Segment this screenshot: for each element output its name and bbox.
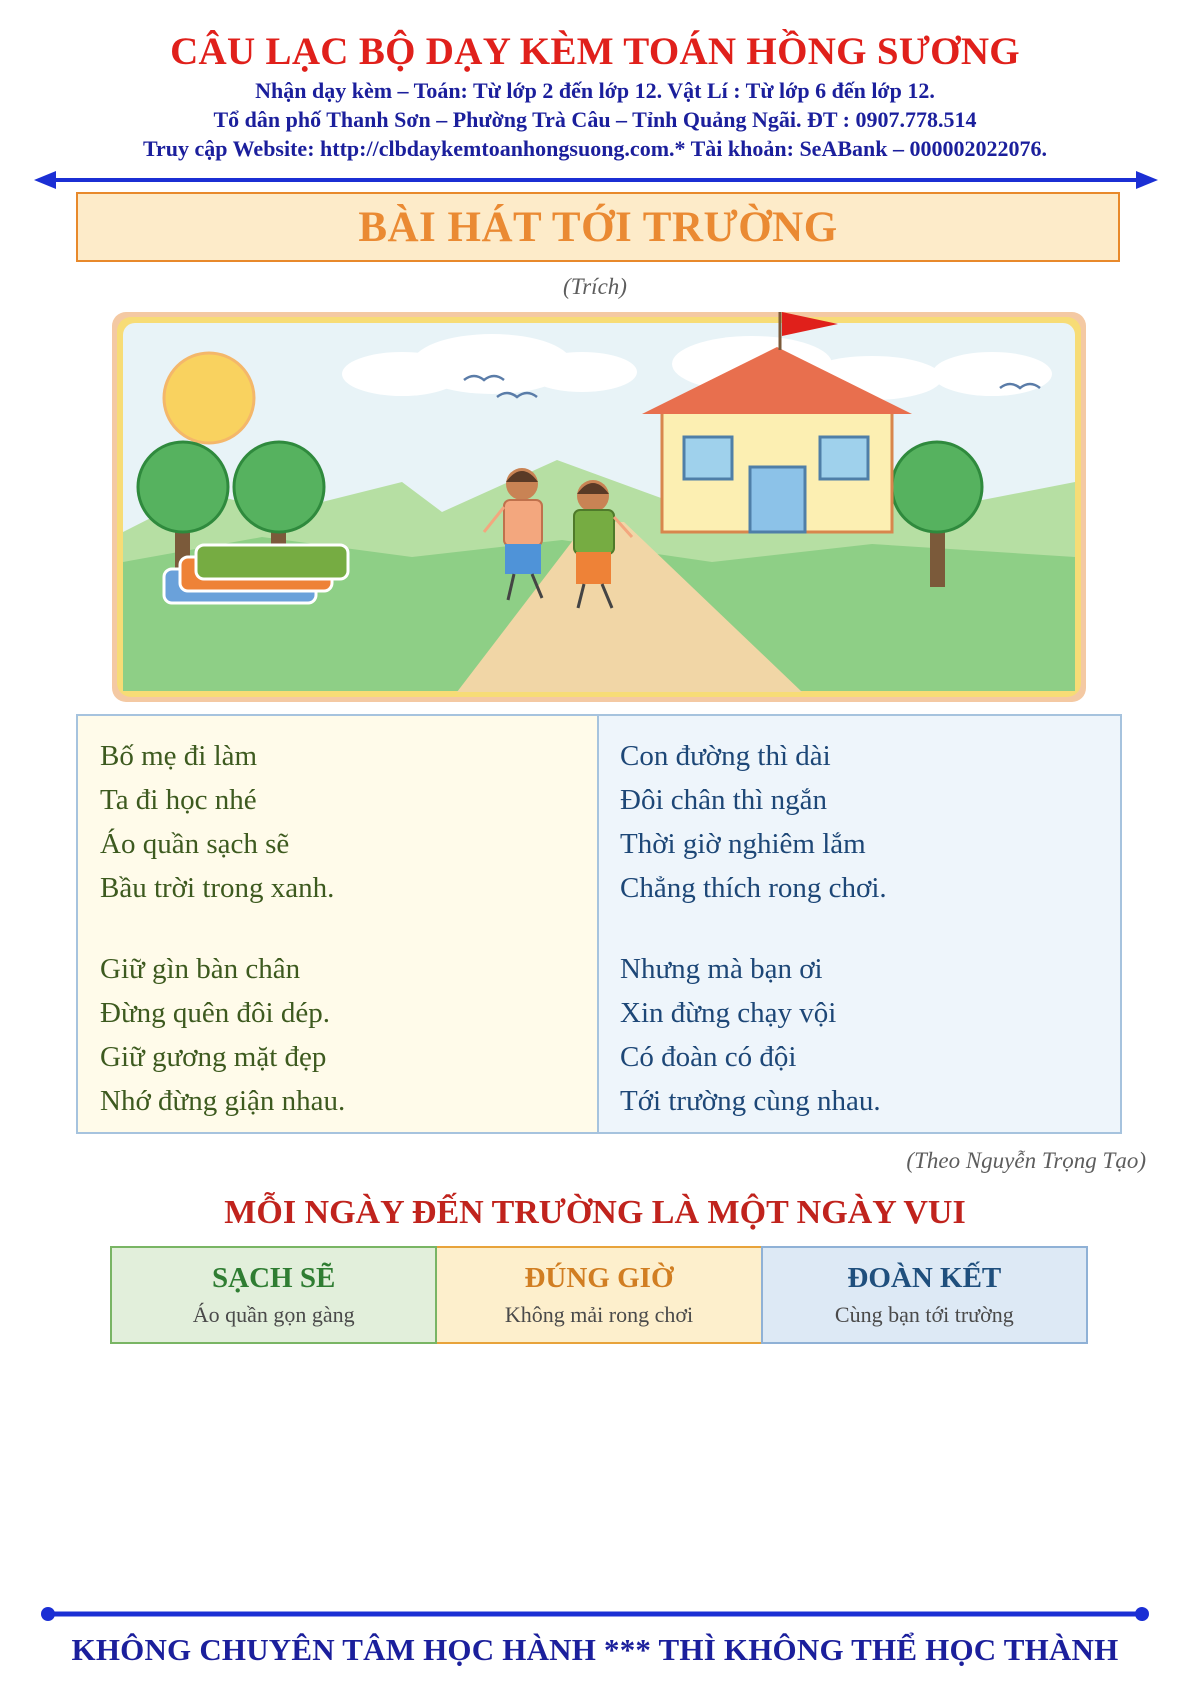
- poem-line: Bố mẹ đi làm: [100, 740, 258, 772]
- stanza: [620, 947, 1120, 1123]
- stanza: [620, 734, 1120, 910]
- value-cell-unity: [761, 1246, 1088, 1344]
- motto-heading: MỖI NGÀY ĐẾN TRƯỜNG LÀ MỘT NGÀY VUI: [224, 1194, 966, 1231]
- value-desc: Cùng bạn tới trường: [834, 1302, 1014, 1327]
- poem-line: Bầu trời trong xanh.: [100, 872, 335, 904]
- value-name: ĐOÀN KẾT: [847, 1262, 1002, 1294]
- poem-left-column: [78, 716, 599, 1132]
- value-cell-cleanliness: [110, 1246, 437, 1344]
- poem-line: Nhớ đừng giận nhau.: [100, 1085, 346, 1117]
- excerpt-note: (Trích): [563, 274, 627, 299]
- poem-line: Tới trường cùng nhau.: [620, 1085, 881, 1117]
- poem-title: BÀI HÁT TỚI TRƯỜNG: [358, 203, 838, 251]
- page-header: [0, 28, 1190, 163]
- value-desc: Áo quần gọn gàng: [192, 1302, 355, 1327]
- poem-line: Đôi chân thì ngắn: [620, 784, 827, 816]
- poem-line: Con đường thì dài: [620, 740, 831, 772]
- poem-author: (Theo Nguyễn Trọng Tạo): [906, 1148, 1146, 1173]
- value-cell-punctuality: [437, 1246, 760, 1344]
- poem-line: Ta đi học nhé: [100, 784, 257, 816]
- header-line-services: Nhận dạy kèm – Toán: Từ lớp 2 đến lớp 12. Vật Lí : Từ lớp 6 đến lớp 12.: [255, 78, 935, 103]
- poem-line: Chẳng thích rong chơi.: [620, 872, 887, 904]
- poem-box: [76, 714, 1122, 1134]
- poem-line: Đừng quên đôi dép.: [100, 997, 330, 1029]
- stanza: [100, 734, 597, 910]
- value-desc: Không mải rong chơi: [504, 1302, 694, 1327]
- poem-line: Có đoàn có đội: [620, 1041, 797, 1073]
- stanza: [100, 947, 597, 1123]
- poem-line: Áo quần sạch sẽ: [100, 828, 290, 860]
- poem-line: Nhưng mà bạn ơi: [620, 953, 823, 985]
- poem-line: Giữ gương mặt đẹp: [100, 1041, 327, 1073]
- header-line-address: Tổ dân phố Thanh Sơn – Phường Trà Câu – Tỉnh Quảng Ngãi. ĐT : 0907.778.514: [213, 107, 977, 132]
- poem-title-box: [76, 192, 1120, 262]
- footer-slogan: KHÔNG CHUYÊN TÂM HỌC HÀNH *** THÌ KHÔNG THỂ HỌC THÀNH: [71, 1632, 1119, 1667]
- value-name: SẠCH SẼ: [212, 1262, 336, 1294]
- school-scene-illustration: [112, 312, 1086, 702]
- sun-icon: [164, 353, 254, 443]
- header-line-website: Truy cập Website: http://clbdaykemtoanhongsuong.com.* Tài khoản: SeABank – 000002022076.: [143, 136, 1047, 161]
- top-double-arrow: [34, 168, 1158, 192]
- poem-right-column: [599, 716, 1120, 1132]
- values-table: [110, 1246, 1088, 1344]
- poem-line: Xin đừng chạy vội: [620, 997, 837, 1029]
- bottom-divider-line: [40, 1602, 1150, 1626]
- poem-line: Thời giờ nghiêm lắm: [620, 828, 866, 860]
- value-name: ĐÚNG GIỜ: [524, 1262, 674, 1294]
- club-name: CÂU LẠC BỘ DẠY KÈM TOÁN HỒNG SƯƠNG: [170, 30, 1020, 73]
- poem-line: Giữ gìn bàn chân: [100, 953, 301, 985]
